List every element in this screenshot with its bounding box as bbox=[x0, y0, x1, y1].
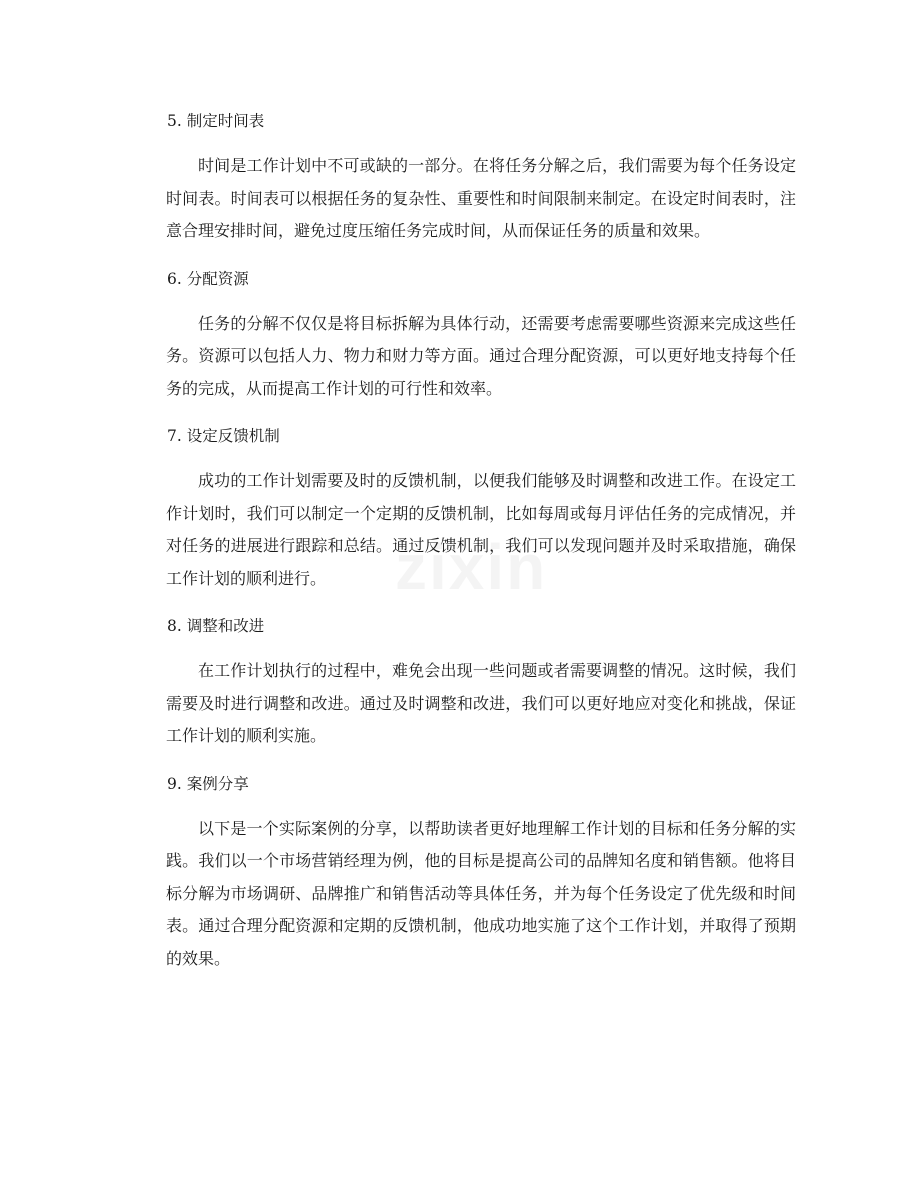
document-body bbox=[166, 103, 796, 988]
section-paragraph: 任务的分解不仅仅是将目标拆解为具体行动，还需要考虑需要哪些资源来完成这些任务。资源可以包括人力、物力和财力等方面。通过合理分配资源，可以更好地支持每个任务的完成，从而提高工作计划的可行性和效率。 bbox=[166, 313, 796, 398]
section-feedback bbox=[166, 418, 796, 595]
section-case-study bbox=[166, 766, 796, 976]
section-paragraph: 时间是工作计划中不可或缺的一部分。在将任务分解之后，我们需要为每个任务设定时间表。时间表可以根据任务的复杂性、重要性和时间限制来制定。在设定时间表时，注意合理安排时间，避免过度压缩任务完成时间，从而保证任务的质量和效果。 bbox=[166, 156, 796, 240]
section-heading: 9. 案例分享 bbox=[167, 774, 249, 793]
section-heading: 8. 调整和改进 bbox=[167, 617, 265, 635]
section-paragraph: 在工作计划执行的过程中，难免会出现一些问题或者需要调整的情况。这时候，我们需要及时进行调整和改进。通过及时调整和改进，我们可以更好地应对变化和挑战，保证工作计划的顺利实施。 bbox=[166, 661, 796, 745]
section-heading: 6. 分配资源 bbox=[167, 269, 249, 288]
section-paragraph: 成功的工作计划需要及时的反馈机制，以便我们能够及时调整和改进工作。在设定工作计划时，我们可以制定一个定期的反馈机制，比如每周或每月评估任务的完成情况，并对任务的进展进行跟踪和总结。通过反馈机制，我们可以发现问题并及时采取措施，确保工作计划的顺利进行。 bbox=[166, 471, 796, 588]
section-resources bbox=[166, 261, 796, 406]
section-paragraph: 以下是一个实际案例的分享，以帮助读者更好地理解工作计划的目标和任务分解的实践。我们以一个市场营销经理为例，他的目标是提高公司的品牌知名度和销售额。他将目标分解为市场调研、品牌推广和销售活动等具体任务，并为每个任务设定了优先级和时间表。通过合理分配资源和定期的反馈机制，他成功地实施了这个工作计划，并取得了预期的效果。 bbox=[166, 818, 796, 968]
section-heading: 7. 设定反馈机制 bbox=[167, 427, 280, 445]
section-heading: 5. 制定时间表 bbox=[167, 112, 265, 130]
section-adjust bbox=[166, 608, 796, 753]
section-schedule bbox=[166, 103, 796, 248]
